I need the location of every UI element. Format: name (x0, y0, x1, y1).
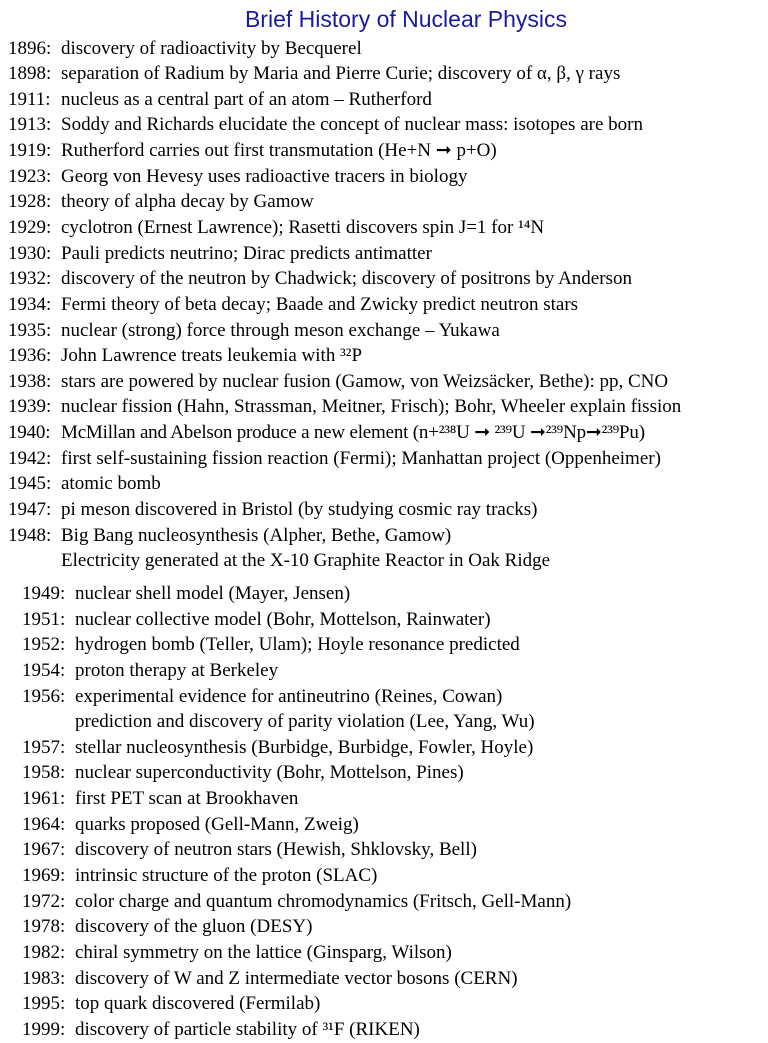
entry-year: 1911: (8, 88, 51, 110)
timeline-entry (0, 632, 768, 658)
timeline-entry (0, 369, 768, 395)
entry-year: 1898: (8, 63, 52, 85)
entry-text: stars are powered by nuclear fusion (Gamow, von Weizsäcker, Bethe): pp, CNO (61, 370, 669, 392)
timeline-entry (0, 581, 768, 607)
entry-year: 1913: (8, 114, 52, 136)
entry-year: 1948: (8, 524, 52, 546)
timeline-entry (0, 292, 768, 318)
timeline-entry (0, 446, 768, 472)
timeline-entry (0, 786, 768, 812)
entry-text: color charge and quantum chromodynamics (Fritsch, Gell-Mann) (75, 890, 572, 912)
entry-text: McMillan and Abelson produce a new element (n+²³⁸U ➞ ²³⁹U ➞²³⁹Np➞²³⁹Pu) (61, 422, 645, 444)
entry-year: 1949: (22, 582, 66, 604)
entry-text: stellar nucleosynthesis (Burbidge, Burbidge, Fowler, Hoyle) (75, 736, 534, 758)
timeline-entry (0, 318, 768, 344)
timeline-entry (0, 112, 768, 138)
entry-year: 1978: (22, 916, 66, 938)
entry-text: John Lawrence treats leukemia with ³²P (61, 345, 363, 367)
entry-text: nucleus as a central part of an atom – Rutherford (61, 88, 432, 110)
timeline-entry (0, 215, 768, 241)
entry-year: 1983: (22, 967, 66, 989)
entry-text: Soddy and Richards elucidate the concept of nuclear mass: isotopes are born (61, 114, 643, 136)
entry-year: 1936: (8, 345, 52, 367)
entry-year: 1952: (22, 634, 66, 656)
entry-year: 1938: (8, 370, 52, 392)
entry-year: 1940: (8, 422, 51, 444)
timeline-list (0, 36, 768, 1043)
entry-text: discovery of the gluon (DESY) (75, 916, 313, 938)
entry-text: Big Bang nucleosynthesis (Alpher, Bethe, Gamow) (61, 524, 452, 546)
entry-text: cyclotron (Ernest Lawrence); Rasetti discovers spin J=1 for ¹⁴N (61, 216, 545, 238)
entry-text: theory of alpha decay by Gamow (61, 191, 314, 213)
timeline-entry (0, 991, 768, 1017)
entry-text: proton therapy at Berkeley (75, 659, 279, 681)
entry-year: 1969: (22, 865, 66, 886)
entry-text: nuclear (strong) force through meson exchange – Yukawa (61, 319, 500, 341)
entry-year: 1956: (22, 685, 66, 707)
entry-text: Electricity generated at the X-10 Graphite Reactor in Oak Ridge (61, 550, 551, 572)
entry-text: first self-sustaining fission reaction (Fermi); Manhattan project (Oppenheimer) (61, 447, 661, 469)
entry-year: 1923: (8, 165, 52, 187)
entry-text: Fermi theory of beta decay; Baade and Zwicky predict neutron stars (61, 293, 579, 315)
entry-year: 1928: (8, 191, 52, 213)
timeline-entry (0, 241, 768, 267)
entry-text: discovery of the neutron by Chadwick; discovery of positrons by Anderson (61, 268, 632, 290)
timeline-entry (0, 471, 768, 497)
entry-text: pi meson discovered in Bristol (by studying cosmic ray tracks) (61, 499, 538, 521)
timeline-entry (0, 889, 768, 915)
entry-year: 1972: (22, 890, 66, 912)
entry-year: 1929: (8, 216, 52, 238)
timeline-entry (0, 394, 768, 420)
timeline-entry (0, 87, 768, 113)
timeline-entry (0, 684, 768, 710)
entry-text: experimental evidence for antineutrino (Reines, Cowan) (75, 685, 503, 707)
entry-text: nuclear superconductivity (Bohr, Mottelson, Pines) (75, 762, 464, 784)
entry-year: 1942: (8, 447, 52, 469)
timeline-entry-continuation (0, 709, 768, 735)
entry-year: 1896: (8, 37, 52, 59)
timeline-entry (0, 760, 768, 786)
entry-text: quarks proposed (Gell-Mann, Zweig) (75, 813, 359, 835)
entry-year: 1954: (22, 659, 66, 681)
entry-text: top quark discovered (Fermilab) (75, 993, 321, 1015)
timeline-entry (0, 658, 768, 684)
timeline-entry (0, 164, 768, 190)
entry-text: nuclear shell model (Mayer, Jensen) (75, 582, 351, 604)
timeline-entry (0, 837, 768, 863)
entry-text: separation of Radium by Maria and Pierre Curie; discovery of α, β, γ rays (61, 63, 621, 85)
entry-text: Georg von Hevesy uses radioactive tracers in biology (61, 165, 468, 187)
entry-text: nuclear collective model (Bohr, Mottelson, Rainwater) (75, 608, 491, 630)
entry-year: 1982: (22, 941, 66, 963)
entry-year: 1934: (8, 293, 52, 315)
timeline-entry (0, 735, 768, 761)
entry-text: Rutherford carries out first transmutation (He+N ➞ p+O) (61, 140, 497, 162)
entry-text: discovery of W and Z intermediate vector bosons (CERN) (75, 967, 518, 989)
entry-text: atomic bomb (61, 473, 161, 495)
page-title: Brief History of Nuclear Physics (244, 6, 568, 32)
entry-year: 1999: (22, 1018, 66, 1040)
entry-year: 1932: (8, 268, 52, 290)
entry-year: 1930: (8, 242, 52, 264)
entry-year: 1947: (8, 499, 52, 521)
timeline-entry-continuation (0, 548, 768, 574)
timeline-entry (0, 1017, 768, 1043)
entry-year: 1919: (8, 140, 52, 162)
entry-text: discovery of radioactivity by Becquerel (61, 37, 362, 59)
entry-year: 1951: (22, 608, 66, 630)
entry-text: discovery of neutron stars (Hewish, Shklovsky, Bell) (75, 839, 477, 861)
entry-text: first PET scan at Brookhaven (75, 788, 299, 810)
timeline-entry (0, 812, 768, 838)
timeline-entry (0, 497, 768, 523)
timeline-entry (0, 61, 768, 87)
entry-text: discovery of particle stability of ³¹F (RIKEN) (75, 1018, 420, 1040)
timeline-entry (0, 966, 768, 992)
entry-text: chiral symmetry on the lattice (Ginsparg, Wilson) (75, 941, 452, 963)
entry-year: 1961: (22, 788, 66, 810)
entry-year: 1957: (22, 736, 66, 758)
entry-text: Pauli predicts neutrino; Dirac predicts antimatter (61, 242, 432, 264)
timeline-entry (0, 523, 768, 549)
entry-year: 1958: (22, 762, 66, 784)
timeline-entry (0, 420, 768, 446)
timeline-entry (0, 607, 768, 633)
timeline-entry (0, 343, 768, 369)
timeline-entry (0, 189, 768, 215)
entry-text: intrinsic structure of the proton (SLAC) (75, 865, 378, 886)
timeline-entry (0, 266, 768, 292)
entry-year: 1939: (8, 396, 52, 418)
entry-year: 1967: (22, 839, 66, 861)
entry-year: 1945: (8, 473, 52, 495)
timeline-entry (0, 914, 768, 940)
timeline-entry (0, 863, 768, 889)
entry-year: 1995: (22, 993, 66, 1015)
timeline-entry (0, 940, 768, 966)
entry-text: hydrogen bomb (Teller, Ulam); Hoyle resonance predicted (75, 634, 520, 656)
entry-year: 1964: (22, 813, 66, 835)
entry-text: nuclear fission (Hahn, Strassman, Meitner, Frisch); Bohr, Wheeler explain fission (61, 396, 682, 418)
entry-year: 1935: (8, 319, 52, 341)
timeline-entry (0, 138, 768, 164)
timeline-entry (0, 36, 768, 62)
entry-text: prediction and discovery of parity violation (Lee, Yang, Wu) (75, 711, 535, 733)
